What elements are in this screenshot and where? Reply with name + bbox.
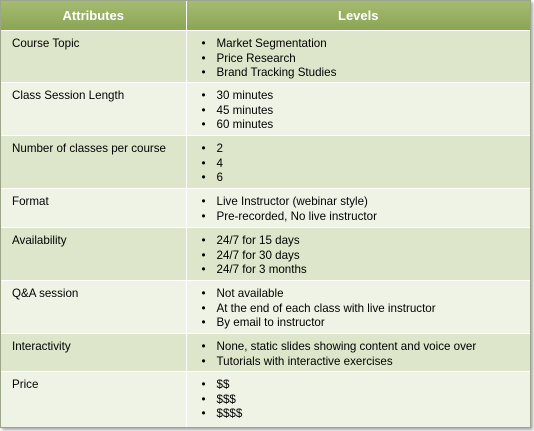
level-item bbox=[198, 37, 525, 52]
bullet-icon: • bbox=[201, 37, 206, 50]
table-row bbox=[1, 83, 530, 136]
attributes-levels-table bbox=[1, 1, 530, 428]
level-item bbox=[198, 142, 525, 157]
levels-list bbox=[198, 340, 525, 369]
levels-cell bbox=[186, 334, 530, 372]
table-row bbox=[1, 281, 530, 334]
bullet-icon: • bbox=[201, 340, 206, 353]
level-text: $$ bbox=[216, 378, 230, 391]
bullet-icon: • bbox=[201, 89, 206, 102]
levels-cell bbox=[186, 136, 530, 189]
bullet-icon: • bbox=[201, 392, 206, 406]
level-item bbox=[198, 407, 525, 422]
bullet-icon: • bbox=[201, 66, 206, 79]
levels-list bbox=[198, 37, 525, 81]
header-levels: Levels bbox=[186, 1, 530, 31]
bullet-icon: • bbox=[201, 263, 206, 276]
table-row bbox=[1, 136, 530, 189]
bullet-icon: • bbox=[201, 378, 206, 391]
level-item bbox=[198, 393, 525, 408]
attribute-cell: Format bbox=[1, 189, 186, 228]
levels-cell bbox=[186, 281, 530, 334]
bullet-icon: • bbox=[201, 287, 206, 300]
attribute-cell: Number of classes per course bbox=[1, 136, 186, 189]
level-item bbox=[198, 287, 525, 302]
attribute-cell: Class Session Length bbox=[1, 83, 186, 136]
level-text: Price Research bbox=[216, 51, 296, 65]
level-item bbox=[198, 52, 525, 67]
levels-list bbox=[198, 89, 525, 133]
level-item bbox=[198, 263, 525, 278]
level-text: 24/7 for 3 months bbox=[216, 263, 307, 276]
level-text: By email to instructor bbox=[216, 316, 325, 329]
level-item bbox=[198, 66, 525, 81]
bullet-icon: • bbox=[201, 195, 206, 208]
table-row bbox=[1, 31, 530, 83]
levels-list bbox=[198, 287, 525, 331]
level-item bbox=[198, 302, 525, 317]
levels-cell bbox=[186, 31, 530, 83]
level-item bbox=[198, 234, 525, 249]
level-item bbox=[198, 157, 525, 172]
table-row bbox=[1, 334, 530, 372]
level-item bbox=[198, 355, 525, 370]
level-text: 60 minutes bbox=[216, 118, 274, 131]
level-text: None, static slides showing content and voice over bbox=[216, 340, 477, 353]
bullet-icon: • bbox=[201, 51, 206, 65]
attribute-cell: Price bbox=[1, 372, 186, 429]
bullet-icon: • bbox=[201, 103, 206, 117]
level-text: $$$ bbox=[216, 392, 236, 406]
bullet-icon: • bbox=[201, 354, 206, 368]
level-text: Live Instructor (webinar style) bbox=[216, 195, 368, 208]
level-text: 6 bbox=[216, 171, 223, 184]
levels-cell bbox=[186, 372, 530, 429]
levels-list bbox=[198, 142, 525, 186]
bullet-icon: • bbox=[201, 156, 206, 170]
level-item bbox=[198, 118, 525, 133]
table-row bbox=[1, 189, 530, 228]
levels-list bbox=[198, 234, 525, 278]
bullet-icon: • bbox=[201, 142, 206, 155]
level-item bbox=[198, 249, 525, 264]
table-header-row bbox=[1, 1, 530, 31]
level-text: Tutorials with interactive exercises bbox=[216, 354, 393, 368]
level-text: 2 bbox=[216, 142, 223, 155]
level-text: Brand Tracking Studies bbox=[216, 66, 337, 79]
table-row bbox=[1, 372, 530, 429]
levels-cell bbox=[186, 228, 530, 281]
level-text: Pre-recorded, No live instructor bbox=[216, 209, 377, 223]
level-item bbox=[198, 210, 525, 225]
level-text: 24/7 for 15 days bbox=[216, 234, 300, 247]
level-item bbox=[198, 316, 525, 331]
level-item bbox=[198, 195, 525, 210]
header-attributes: Attributes bbox=[1, 1, 186, 31]
bullet-icon: • bbox=[201, 209, 206, 223]
level-text: Market Segmentation bbox=[216, 37, 327, 50]
level-text: At the end of each class with live instructor bbox=[216, 301, 436, 315]
level-text: $$$$ bbox=[216, 407, 243, 420]
table-row bbox=[1, 228, 530, 281]
levels-list bbox=[198, 195, 525, 224]
bullet-icon: • bbox=[201, 118, 206, 131]
level-item bbox=[198, 89, 525, 104]
bullet-icon: • bbox=[201, 171, 206, 184]
level-item bbox=[198, 378, 525, 393]
bullet-icon: • bbox=[201, 248, 206, 262]
level-item bbox=[198, 171, 525, 186]
bullet-icon: • bbox=[201, 301, 206, 315]
level-text: 4 bbox=[216, 156, 223, 170]
bullet-icon: • bbox=[201, 316, 206, 329]
attribute-cell: Interactivity bbox=[1, 334, 186, 372]
attribute-cell: Availability bbox=[1, 228, 186, 281]
attribute-cell: Course Topic bbox=[1, 31, 186, 83]
level-item bbox=[198, 340, 525, 355]
level-text: 24/7 for 30 days bbox=[216, 248, 300, 262]
levels-cell bbox=[186, 189, 530, 228]
attribute-cell: Q&A session bbox=[1, 281, 186, 334]
bullet-icon: • bbox=[201, 234, 206, 247]
levels-cell bbox=[186, 83, 530, 136]
bullet-icon: • bbox=[201, 407, 206, 420]
level-text: 45 minutes bbox=[216, 103, 274, 117]
level-text: Not available bbox=[216, 287, 284, 300]
level-item bbox=[198, 104, 525, 119]
levels-list bbox=[198, 378, 525, 422]
level-text: 30 minutes bbox=[216, 89, 274, 102]
